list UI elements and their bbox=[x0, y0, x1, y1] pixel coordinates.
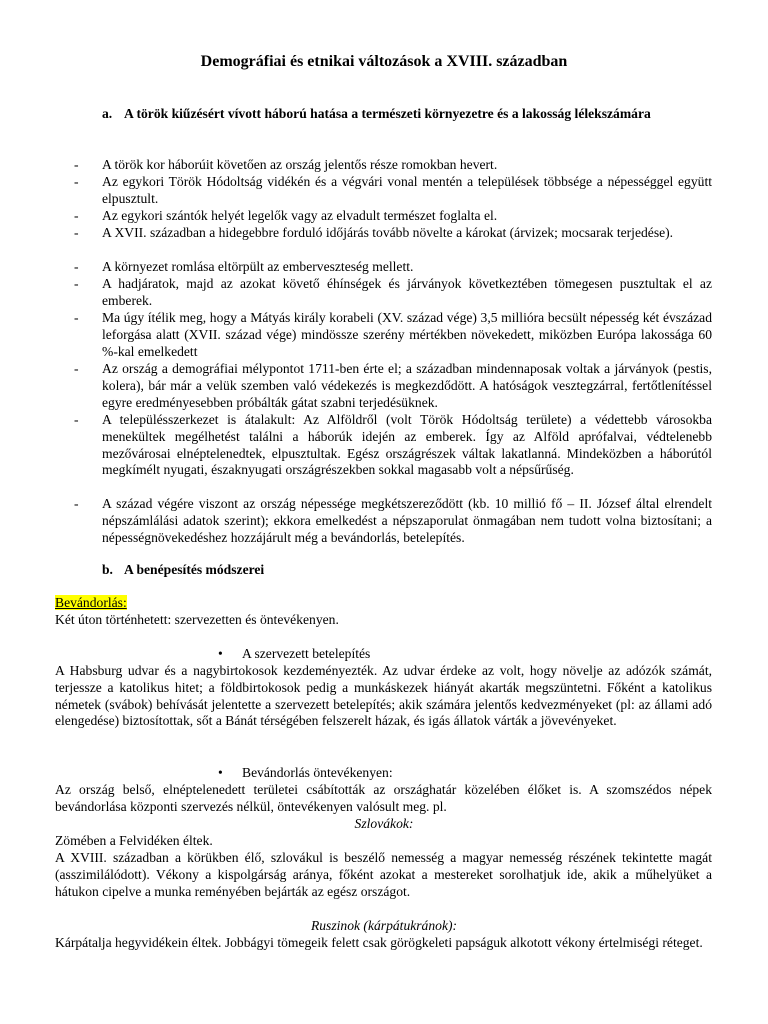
section-b-heading-text: A benépesítés módszerei bbox=[124, 562, 265, 577]
spontaneous-paragraph: Az ország belső, elnéptelenedett területei csábították az országhatár közelében élőket is. A szomszédos népek bevándorlása központi szervezés nélkül, öntevékenyen valósult meg. pl. bbox=[55, 782, 712, 814]
list-item: - A század végére viszont az ország népessége megkétszereződött (kb. 10 millió fő – II. József által elrendelt népszámlálási adatok szerint); ekkora emelkedést a népszaporulat önmagában nem tudott volna biztosítani; a népességnövekedéshez hozzájárult még a bevándorlás, betelepítés. bbox=[74, 496, 712, 545]
slovaks-paragraph: A XVIII. században a körükben élő, szlovákul is beszélő nemesség a magyar nemesség részének tekintette magát (asszimilálódott). Vékony a kispolgárság aránya, főként azokat a mestereket sorolhatjuk ide, akik a műhelyüket a hátukon cipelve a munka reményében bejárták az egész országot. bbox=[55, 850, 712, 899]
immigration-label: Bevándorlás: bbox=[55, 595, 127, 610]
bullet-dot: • bbox=[218, 646, 223, 661]
list-item: - Az ország a demográfiai mélypontot 1711-ben érte el; a században mindennaposak voltak a járványok (pestis, kolera), bár már a velük szemben való védekezés is megkezdődött. A hatóságok vesztegzárral, fertőtlenítéssel egyre eredményesebben próbálták gátat szabni terjedésüknek. bbox=[74, 361, 712, 410]
immigration-intro: Két úton történhetett: szervezetten és öntevékenyen. bbox=[55, 612, 339, 627]
slovaks-heading: Szlovákok: bbox=[354, 816, 414, 831]
immigration-label-line bbox=[55, 595, 712, 612]
page-title: Demográfiai és etnikai változások a XVIII. században bbox=[200, 53, 568, 70]
bullet-dot: • bbox=[218, 765, 223, 780]
rusyns-heading: Ruszinok (kárpátukránok): bbox=[310, 918, 458, 933]
list-item: - A hadjáratok, majd az azokat követő éhínségek és járványok következtében tömegesen pusztultak el az emberek. bbox=[74, 276, 712, 308]
spontaneous-bullet-label: Bevándorlás öntevékenyen: bbox=[242, 765, 393, 780]
list-item: - A XVII. században a hidegebbre forduló időjárás tovább növelte a károkat (árvizek; mocsarak terjedése). bbox=[74, 225, 674, 240]
section-b-heading bbox=[102, 562, 264, 579]
organized-paragraph: A Habsburg udvar és a nagybirtokosok kezdeményezték. Az udvar érdeke az volt, hogy növelje az adózók számát, terjessze a katolikus hitet; a földbirtokosok pedig a munkáskezek hiányát akarták megszüntetni. Főként a katolikus németek (svábok) behívását jelentette a szervezett betelepítés; akik számára jelentős kedvezményeket (pl: az állami adó elengedése) biztosítottak, sőt a Bánát térségében felszerelt házak, és igás állatok várták a jövevényeket. bbox=[55, 663, 712, 729]
section-a-heading-text: A török kiűzésért vívott háború hatása a természeti környezetre és a lakosság lélekszámára bbox=[124, 106, 651, 121]
list-item: - Az egykori szántók helyét legelők vagy az elvadult természet foglalta el. bbox=[74, 208, 498, 223]
list-item: - A környezet romlása eltörpült az emberveszteség mellett. bbox=[74, 259, 414, 274]
slovaks-line1: Zömében a Felvidéken éltek. bbox=[55, 833, 213, 848]
list-item: - A török kor háborúit követően az ország jelentős része romokban hevert. bbox=[74, 157, 498, 172]
section-a-heading bbox=[102, 106, 712, 123]
list-item: - Az egykori Török Hódoltság vidékén és a végvári vonal mentén a települések többsége a népességgel együtt elpusztult. bbox=[74, 174, 712, 206]
rusyns-paragraph: Kárpátalja hegyvidékein éltek. Jobbágyi tömegeik felett csak görögkeleti papságuk alkotott vékony értelmiségi réteget. bbox=[55, 935, 703, 950]
organized-bullet-label: A szervezett betelepítés bbox=[242, 646, 371, 661]
section-a-marker: a. bbox=[102, 106, 113, 121]
section-b-marker: b. bbox=[102, 562, 113, 577]
list-item: - Ma úgy ítélik meg, hogy a Mátyás király korabeli (XV. század vége) 3,5 millióra becsült népesség két évszázad leforgása alatt (XVII. század vége) mindössze szerény mértékben növekedett, miközben Európa lakossága 60 %-kal emelkedett bbox=[74, 310, 712, 359]
list-item: - A településszerkezet is átalakult: Az Alföldről (volt Török Hódoltság területe) a védettebb városokba menekültek megélhetést találni a háborúk idején az emberek. Így az Alföld aprófalvai, védtelenebb mezővárosai elnéptelenedtek, elpusztultak. Egész országrészek váltak lakatlanná. Mindeközben a háborútól megkímélt nyugati, északnyugati országrészekben sokkal magasabb volt a népsűrűség. bbox=[74, 412, 712, 478]
